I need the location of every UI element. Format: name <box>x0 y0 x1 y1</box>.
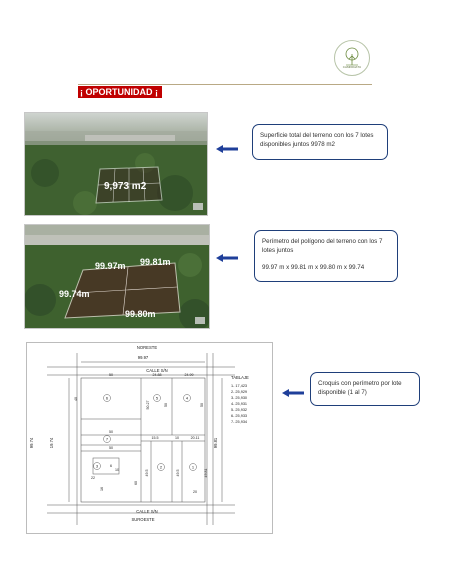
plan-bottom-street: CALLE S/N <box>136 509 158 514</box>
photo2-top-label: 99.97m <box>95 261 126 271</box>
dim-10: 10 <box>175 436 179 440</box>
dim-24-99: 24.99 <box>184 373 194 377</box>
photo2-right-label: 99.81m <box>140 257 171 267</box>
lot-4-number: 4 <box>185 395 189 401</box>
aerial-photo-2 <box>24 224 210 329</box>
dim-50-27: 50.27 <box>146 400 150 410</box>
plan-north-label: NORESTE <box>136 345 158 350</box>
plan-side-label: TABLAJE <box>231 375 249 380</box>
site-plan <box>26 342 273 534</box>
lot-area-4: 4- 25,931 <box>231 402 248 406</box>
dim-20: 20 <box>193 490 197 494</box>
dim-15-5: 15.5 <box>151 436 159 440</box>
note-site-plan-text: Croquis con perímetro por lote disponible (1 al 7) <box>318 380 402 396</box>
photo2-bottom-label: 99.80m <box>125 309 156 319</box>
dim-50-a: 50 <box>109 373 113 377</box>
note-perimeter-values: 99.97 m x 99.81 m x 99.80 m x 99.74 <box>262 264 365 271</box>
note-perimeter-title: Perímetro del polígono del terreno con los 7 lotes juntos <box>262 238 383 254</box>
dim-50-b: 50 <box>164 403 168 407</box>
plan-top-total: 99.97 <box>137 355 149 360</box>
opportunity-banner: ¡ OPORTUNIDAD ¡ <box>78 86 162 98</box>
lot-area-5: 5- 25,932 <box>231 408 248 412</box>
header-rule <box>78 84 372 85</box>
company-logo <box>334 40 370 76</box>
lot-7-number: 7 <box>105 436 109 442</box>
photo1-area-label: 9,973 m2 <box>104 181 147 192</box>
lot-area-7: 7- 25,934 <box>231 420 248 424</box>
note-total-area-text: Superficie total del terreno con los 7 lotes disponibles juntos 9978 m2 <box>260 132 374 148</box>
logo-text: CAMPANATU <box>342 65 362 69</box>
dim-60: 60 <box>134 481 138 485</box>
dim-16: 16 <box>100 487 104 491</box>
dim-19-74: 19.74 <box>49 437 54 449</box>
dim-10-b: 10 <box>115 468 119 472</box>
dim-20-11: 20.11 <box>190 436 200 440</box>
dim-50-c: 50 <box>200 403 204 407</box>
lot-area-2: 2- 25,929 <box>231 390 248 394</box>
dim-49-81: 49.81 <box>204 468 208 478</box>
plan-top-street: CALLE S/N <box>146 368 168 373</box>
aerial-photo-1 <box>24 112 208 216</box>
left-arrow-icon <box>282 384 304 392</box>
lot-5-number: 5 <box>155 395 159 401</box>
lot-area-6: 6- 25,933 <box>231 414 248 418</box>
dim-24-88: 24.88 <box>152 373 162 377</box>
note-total-area <box>252 124 388 160</box>
dim-40: 40 <box>74 397 78 401</box>
left-arrow-icon <box>216 140 238 148</box>
photo2-left-label: 99.74m <box>59 289 90 299</box>
lot-3-number: 3 <box>95 463 99 469</box>
lot-2-number: 2 <box>159 464 163 470</box>
plan-right-total: 99.81 <box>213 437 218 449</box>
lot-area-1: 1- 17,423 <box>231 384 248 388</box>
lot-area-3: 3- 25,930 <box>231 396 248 400</box>
lot-6-number: 6 <box>105 395 109 401</box>
dim-49-5-a: 49.5 <box>145 469 149 477</box>
dim-50-d: 50 <box>109 430 113 434</box>
dim-22: 22 <box>91 476 95 480</box>
note-perimeter <box>254 230 398 282</box>
dim-6: 6 <box>110 464 112 468</box>
dim-50-e: 50 <box>109 446 113 450</box>
left-arrow-icon <box>216 249 238 257</box>
plan-south-label: SUROESTE <box>131 517 155 522</box>
lot-1-number: 1 <box>191 464 195 470</box>
note-site-plan <box>310 372 420 406</box>
dim-49-5-b: 49.5 <box>176 469 180 477</box>
plan-left-total: 99.74 <box>29 437 34 449</box>
